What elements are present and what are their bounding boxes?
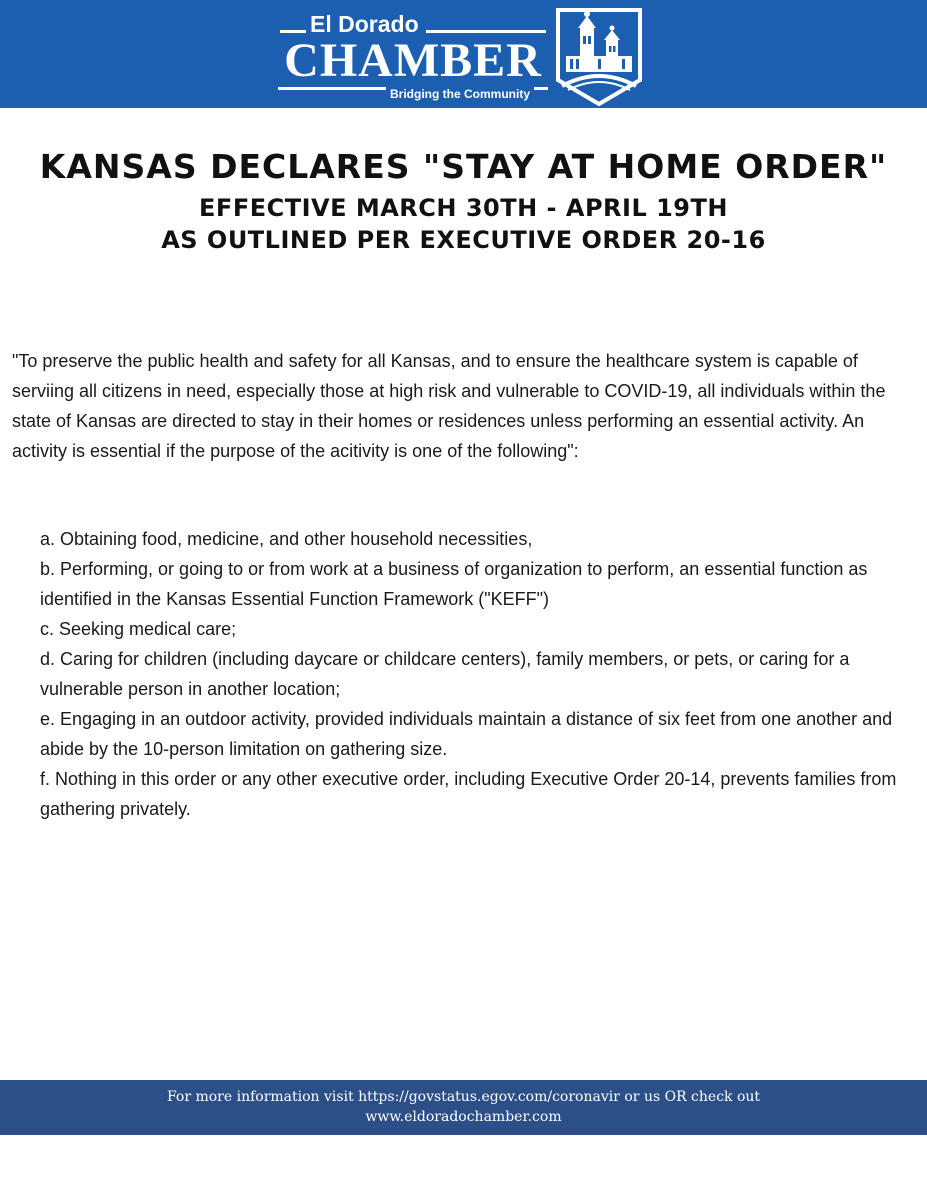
list-item: d. Caring for children (including daycare or childcare centers), family members, or pets, or caring for a vulnerable person in another location;: [40, 649, 850, 699]
chamber-logo: [278, 10, 548, 102]
list-item: c. Seeking medical care;: [40, 619, 237, 639]
list-item: a. Obtaining food, medicine, and other household necessities,: [40, 529, 533, 549]
subtitle-effective-dates: EFFECTIVE MARCH 30TH - APRIL 19TH: [199, 194, 728, 222]
header-banner: [0, 0, 927, 108]
subtitle-executive-order: AS OUTLINED PER EXECUTIVE ORDER 20-16: [161, 226, 766, 254]
logo-rule-left: [280, 30, 306, 33]
logo-tagline-text: Bridging the Community: [386, 87, 534, 101]
list-item: e. Engaging in an outdoor activity, provided individuals maintain a distance of six feet from one another and abide by the 10-person limitation on gathering size.: [40, 709, 893, 759]
footer-website-text: www.eldoradochamber.com: [365, 1109, 562, 1125]
page-title: KANSAS DECLARES "STAY AT HOME ORDER": [39, 147, 888, 186]
logo-rule-right: [426, 30, 546, 33]
building-badge-icon: [554, 6, 644, 108]
logo-chamber-text: CHAMBER: [284, 34, 542, 87]
footer-banner: [0, 1080, 927, 1135]
logo-el-dorado-text: El Dorado: [310, 11, 419, 37]
footer-info-text: For more information visit https://govstatus.egov.com/coronavir or us OR check out: [166, 1089, 761, 1105]
intro-paragraph: "To preserve the public health and safety for all Kansas, and to ensure the healthcare system is capable of serviing all citizens in need, especially those at high risk and vulnerable to COVID-19, all individuals within the state of Kansas are directed to stay in their homes or residences unless performing an essential activity. An activity is essential if the purpose of the acitivity is one of the following":: [12, 351, 886, 461]
logo-tagline: [278, 86, 548, 102]
list-item: b. Performing, or going to or from work at a business of organization to perform, an essential function as identified in the Kansas Essential Function Framework ("KEFF"): [40, 559, 868, 609]
essential-activities-list: [40, 524, 916, 824]
list-item: f. Nothing in this order or any other executive order, including Executive Order 20-14, prevents families from gathering privately.: [40, 769, 897, 819]
